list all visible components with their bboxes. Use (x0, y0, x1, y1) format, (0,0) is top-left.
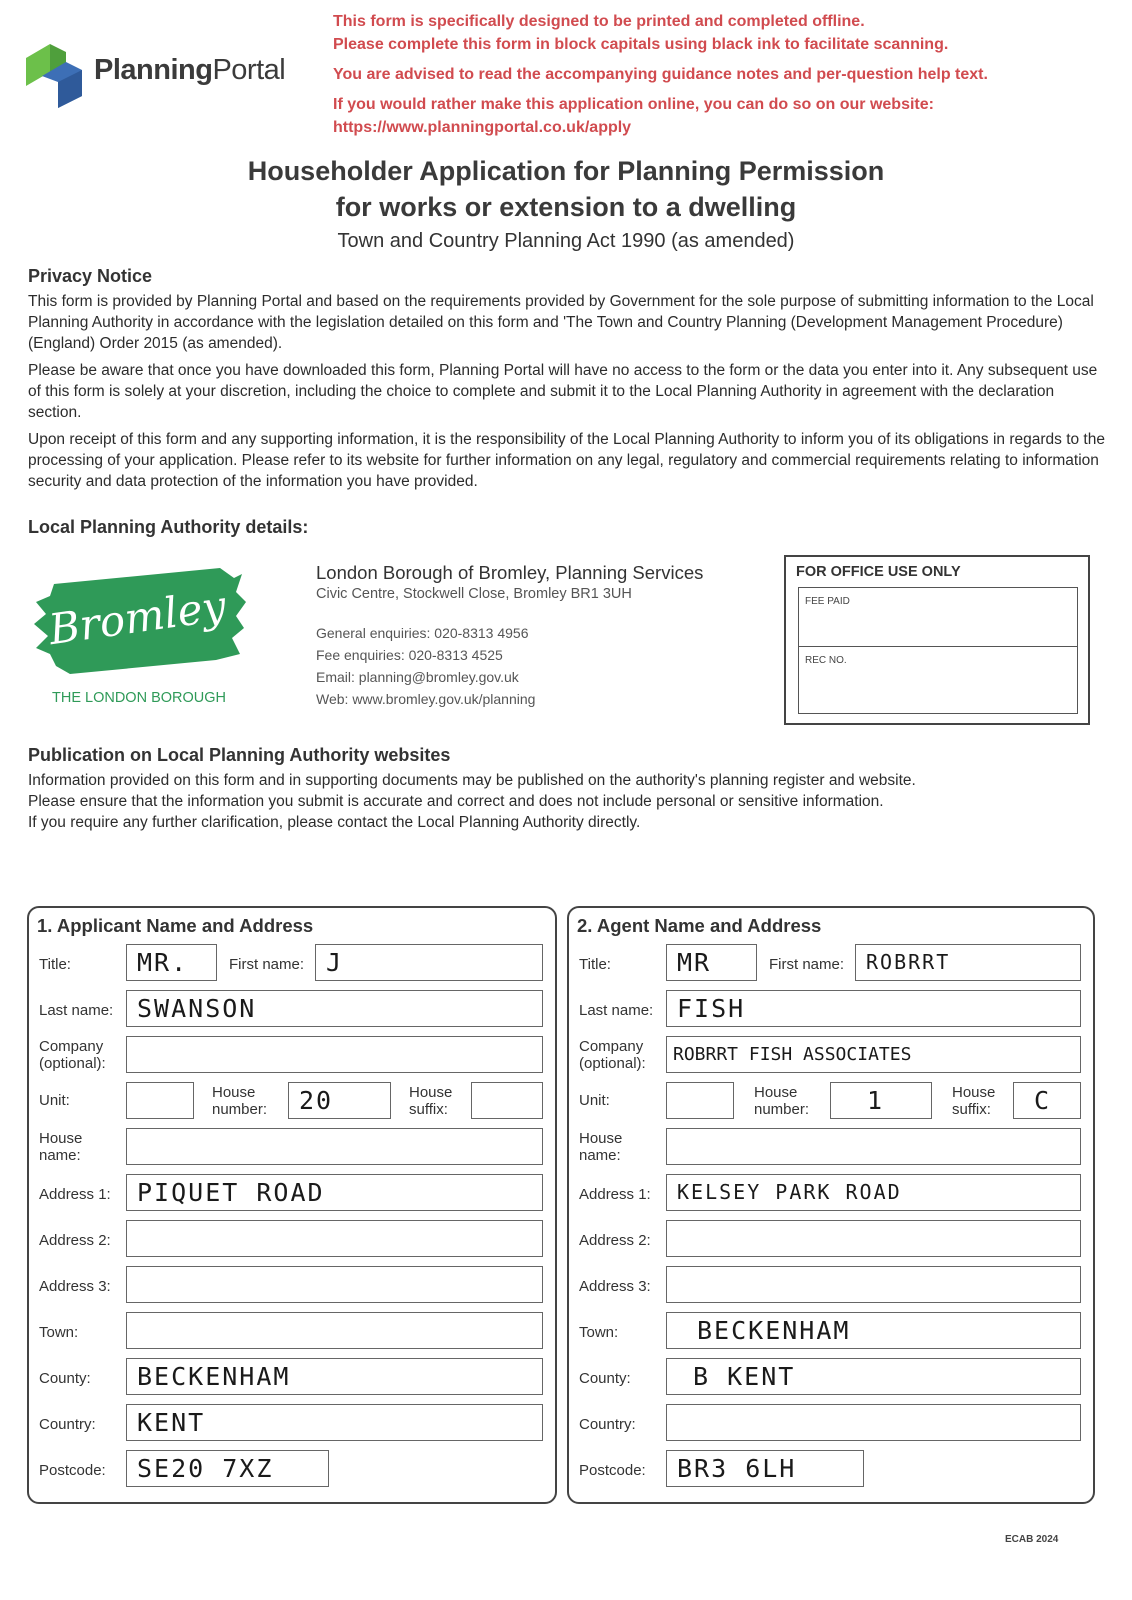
applicant-unit-label: Unit: (39, 1092, 70, 1109)
agent-house-name-label-2: name: (579, 1147, 621, 1164)
applicant-address2-label: Address 2: (39, 1232, 111, 1249)
applicant-country-label: Country: (39, 1416, 96, 1433)
agent-address1-label: Address 1: (579, 1186, 651, 1203)
applicant-country-field[interactable]: KENT (126, 1404, 543, 1441)
notice-url: https://www.planningportal.co.uk/apply (333, 119, 632, 136)
agent-county-label: County: (579, 1370, 631, 1387)
form-title (0, 153, 1132, 255)
bromley-logo-shape (30, 562, 252, 692)
agent-house-suffix-label (952, 1084, 995, 1118)
agent-house-number-label-1: House (754, 1084, 798, 1101)
notice-line-1: This form is specifically designed to be printed and completed offline. (333, 13, 865, 30)
applicant-house-number-field[interactable]: 20 (288, 1082, 391, 1119)
applicant-address1-field[interactable]: PIQUET ROAD (126, 1174, 543, 1211)
agent-company-label (579, 1038, 646, 1072)
privacy-paragraph-1: This form is provided by Planning Portal and based on the requirements provided by Government for the sole purpose of submitting information to the Local Planning Authority in accordance with the legislation detailed on this form and 'The Town and Country Planning (Development Management Procedure) (England) Order 2015 (as amended). (28, 293, 1094, 352)
privacy-paragraph-3: Upon receipt of this form and any supporting information, it is the responsibility of the Local Planning Authority to inform you of its obligations in regards to the processing of your application. Please refer to its website for further information on any legal, regulatory and commercial requirements relating to information security and data protection of the information you have provided. (28, 431, 1105, 490)
applicant-first-name-field[interactable]: J (315, 944, 543, 981)
applicant-address1-label: Address 1: (39, 1186, 111, 1203)
planning-portal-wordmark (94, 54, 285, 87)
agent-house-suffix-label-1: House (952, 1084, 996, 1101)
privacy-paragraph-2: Please be aware that once you have downloaded this form, Planning Portal will have no access to the form or the data you enter into it. Any subsequent use of this form is solely at your discretion, including the choice to complete and submit it to the Local Planning Authority in agreement with the declaration section. (28, 362, 1098, 421)
lpa-heading: Local Planning Authority details: (28, 517, 309, 537)
office-use-heading: FOR OFFICE USE ONLY (796, 564, 961, 580)
agent-unit-label: Unit: (579, 1092, 610, 1109)
title-line-1: Householder Application for Planning Permission (247, 156, 885, 186)
logo-text-bold: Planning (94, 54, 213, 86)
agent-title-label: Title: (579, 956, 611, 973)
applicant-address2-field[interactable] (126, 1220, 543, 1257)
applicant-house-suffix-label-2: suffix: (409, 1101, 448, 1118)
applicant-house-name-label-2: name: (39, 1147, 81, 1164)
applicant-house-name-label-1: House (39, 1130, 83, 1147)
agent-address2-label: Address 2: (579, 1232, 651, 1249)
general-enquiries: General enquiries: 020-8313 4956 (316, 625, 529, 641)
agent-company-label-2: (optional): (579, 1055, 646, 1072)
agent-postcode-field[interactable]: BR3 6LH (666, 1450, 864, 1487)
agent-house-name-label-1: House (579, 1130, 623, 1147)
notice-line-3: You are advised to read the accompanying guidance notes and per-question help text. (333, 66, 988, 83)
logo-text-light: Portal (212, 54, 286, 86)
authority-address: Civic Centre, Stockwell Close, Bromley BR1 3UH (316, 586, 632, 602)
agent-house-suffix-field[interactable]: C (1013, 1082, 1081, 1119)
fee-paid-field (798, 587, 1078, 647)
notice-line-4: If you would rather make this application online, you can do so on our website: (333, 96, 934, 113)
agent-address2-field[interactable] (666, 1220, 1081, 1257)
applicant-county-field[interactable]: BECKENHAM (126, 1358, 543, 1395)
agent-house-name-label (579, 1130, 622, 1164)
fee-paid-label: FEE PAID (805, 596, 850, 607)
form-code: ECAB 2024 (1005, 1534, 1059, 1545)
applicant-postcode-label: Postcode: (39, 1462, 106, 1479)
agent-last-name-label: Last name: (579, 1002, 654, 1019)
agent-company-field[interactable]: ROBRRT FISH ASSOCIATES (666, 1036, 1081, 1073)
agent-house-number-label-2: number: (754, 1101, 810, 1118)
applicant-house-suffix-label-1: House (409, 1084, 453, 1101)
agent-house-suffix-label-2: suffix: (952, 1101, 991, 1118)
applicant-house-suffix-label (409, 1084, 452, 1118)
planning-portal-logo-icon (24, 38, 90, 108)
privacy-heading: Privacy Notice (28, 266, 153, 286)
agent-country-label: Country: (579, 1416, 636, 1433)
applicant-house-number-label (212, 1084, 267, 1118)
applicant-unit-field[interactable] (126, 1082, 194, 1119)
title-line-2: for works or extension to a dwelling (335, 192, 797, 222)
applicant-last-name-label: Last name: (39, 1002, 114, 1019)
form-subtitle: Town and Country Planning Act 1990 (as amended) (337, 230, 795, 252)
agent-town-field[interactable]: BECKENHAM (666, 1312, 1081, 1349)
applicant-company-label (39, 1038, 106, 1072)
applicant-heading: 1. Applicant Name and Address (37, 915, 314, 936)
agent-house-name-field[interactable] (666, 1128, 1081, 1165)
applicant-county-label: County: (39, 1370, 91, 1387)
publication-heading: Publication on Local Planning Authority websites (28, 745, 451, 765)
agent-last-name-field[interactable]: FISH (666, 990, 1081, 1027)
applicant-first-name-label: First name: (229, 956, 305, 973)
applicant-house-number-label-1: House (212, 1084, 256, 1101)
applicant-last-name-field[interactable]: SWANSON (126, 990, 543, 1027)
rec-no-label: REC NO. (805, 655, 847, 666)
agent-county-field[interactable]: B KENT (666, 1358, 1081, 1395)
authority-name: London Borough of Bromley, Planning Services (316, 562, 704, 583)
applicant-house-name-label (39, 1130, 82, 1164)
applicant-house-number-label-2: number: (212, 1101, 268, 1118)
applicant-title-field[interactable]: MR. (126, 944, 217, 981)
privacy-notice (28, 266, 1108, 498)
applicant-title-label: Title: (39, 956, 71, 973)
applicant-house-suffix-field[interactable] (471, 1082, 543, 1119)
notice-line-2: Please complete this form in block capitals using black ink to facilitate scanning. (333, 36, 949, 53)
applicant-section (27, 906, 557, 1504)
applicant-town-label: Town: (39, 1324, 79, 1341)
agent-address3-label: Address 3: (579, 1278, 651, 1295)
applicant-address3-field[interactable] (126, 1266, 543, 1303)
bromley-caption: THE LONDON BOROUGH (51, 690, 226, 706)
agent-title-field[interactable]: MR (666, 944, 757, 981)
planning-portal-logo (24, 38, 304, 108)
agent-section (567, 906, 1095, 1504)
agent-address3-field[interactable] (666, 1266, 1081, 1303)
agent-company-label-1: Company (579, 1038, 644, 1055)
agent-address1-field[interactable]: KELSEY PARK ROAD (666, 1174, 1081, 1211)
applicant-company-field[interactable] (126, 1036, 543, 1073)
applicant-address3-label: Address 3: (39, 1278, 111, 1295)
rec-no-field (798, 646, 1078, 714)
agent-first-name-label: First name: (769, 956, 845, 973)
agent-town-label: Town: (579, 1324, 619, 1341)
agent-house-number-label (754, 1084, 809, 1118)
agent-first-name-field[interactable]: ROBRRT (855, 944, 1081, 981)
publication-line-1: Information provided on this form and in supporting documents may be published on the authority's planning register and website. (28, 772, 916, 789)
agent-unit-field[interactable] (666, 1082, 734, 1119)
applicant-house-name-field[interactable] (126, 1128, 543, 1165)
publication-line-2: Please ensure that the information you submit is accurate and correct and does not include personal or sensitive information. (28, 793, 884, 810)
authority-email: Email: planning@bromley.gov.uk (316, 669, 519, 685)
fee-enquiries: Fee enquiries: 020-8313 4525 (316, 647, 503, 663)
authority-details (316, 562, 736, 710)
agent-country-field[interactable] (666, 1404, 1081, 1441)
applicant-company-label-1: Company (39, 1038, 104, 1055)
bromley-logo-text: Bromley (45, 580, 229, 655)
applicant-postcode-field[interactable]: SE20 7XZ (126, 1450, 329, 1487)
applicant-company-label-2: (optional): (39, 1055, 106, 1072)
instruction-notice (333, 10, 1113, 139)
agent-postcode-label: Postcode: (579, 1462, 646, 1479)
publication-line-3: If you require any further clarification, please contact the Local Planning Authority directly. (28, 814, 641, 831)
agent-heading: 2. Agent Name and Address (577, 915, 822, 936)
agent-house-number-field[interactable]: 1 (830, 1082, 932, 1119)
applicant-town-field[interactable] (126, 1312, 543, 1349)
office-use-box (784, 555, 1090, 725)
publication-notice (28, 745, 1108, 833)
authority-web: Web: www.bromley.gov.uk/planning (316, 691, 536, 707)
